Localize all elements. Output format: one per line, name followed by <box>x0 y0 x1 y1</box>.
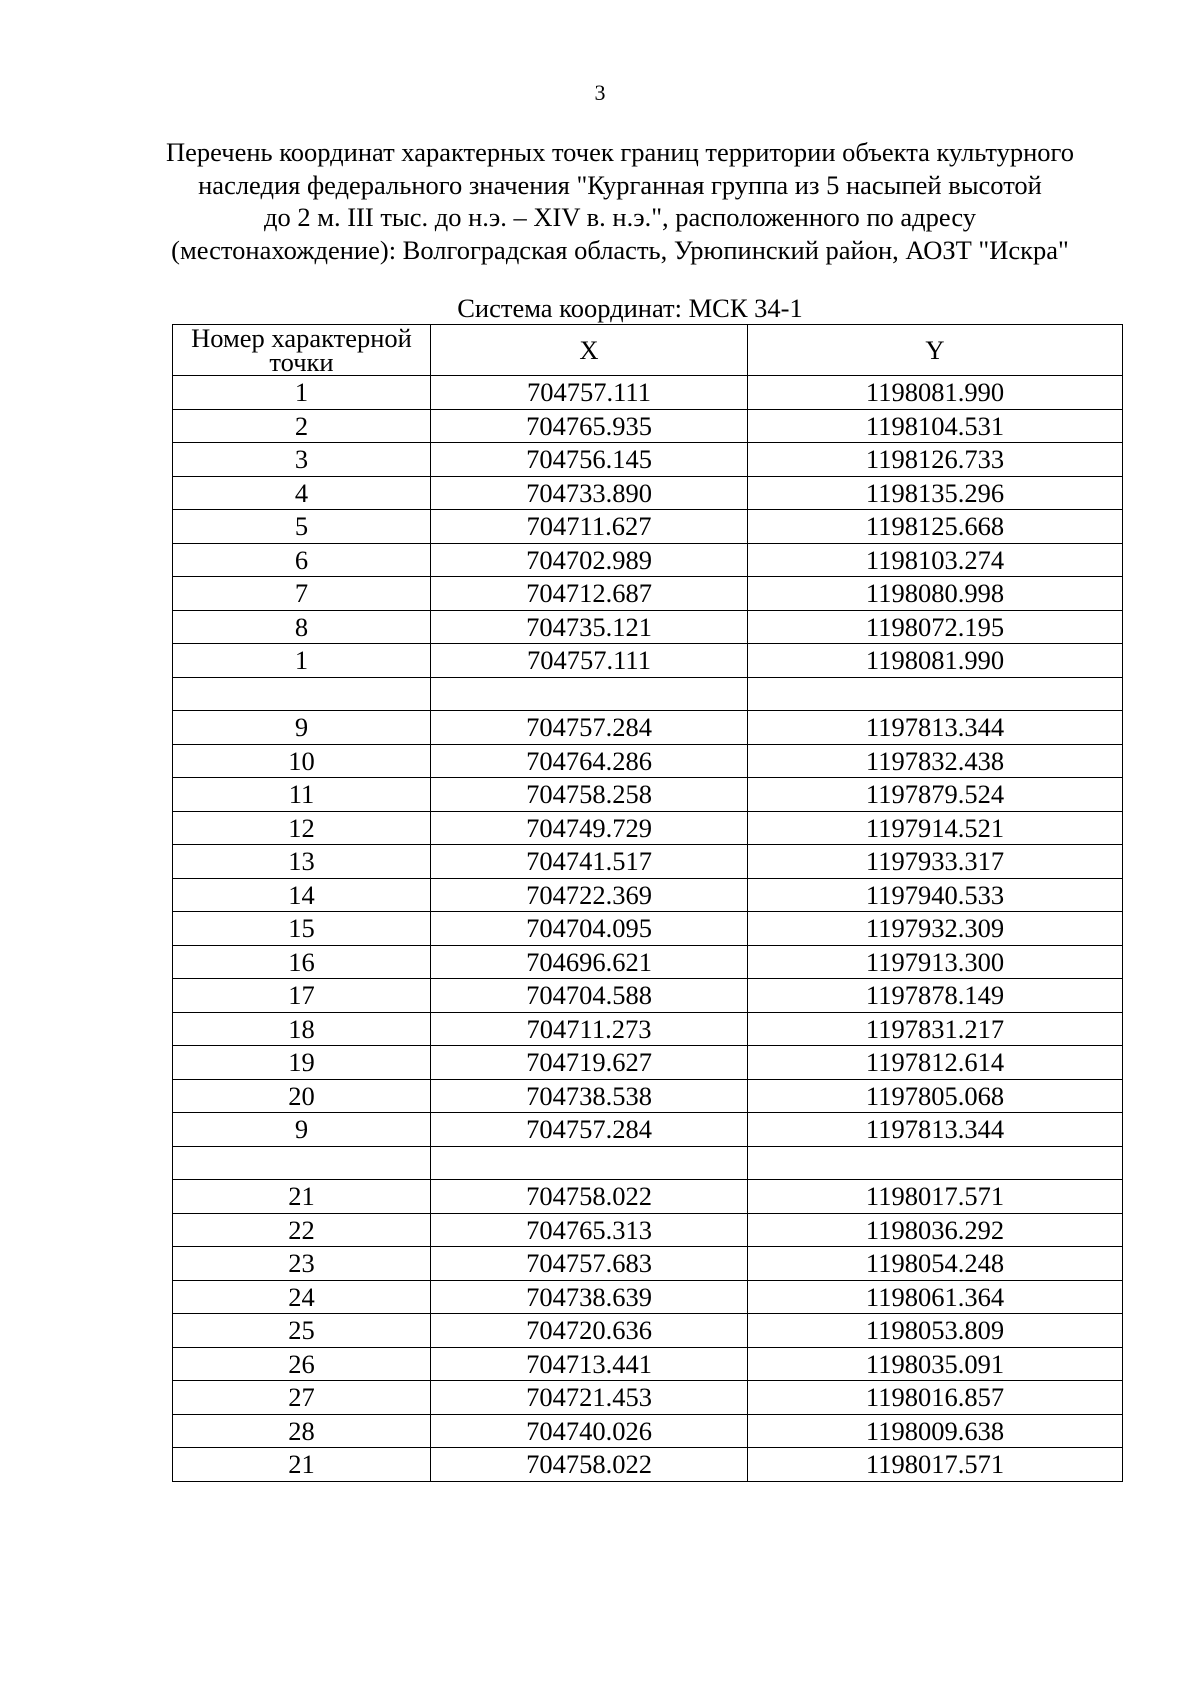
cell-y: 1197933.317 <box>748 845 1123 879</box>
cell-y: 1198061.364 <box>748 1280 1123 1314</box>
table-row <box>173 1280 1123 1314</box>
cell-point-number: 4 <box>173 476 431 510</box>
cell-point-number: 2 <box>173 409 431 443</box>
cell-y: 1198017.571 <box>748 1180 1123 1214</box>
cell-y: 1198053.809 <box>748 1314 1123 1348</box>
table-row <box>173 1046 1123 1080</box>
document-title <box>150 136 1090 266</box>
cell-y: 1197879.524 <box>748 778 1123 812</box>
table-row <box>173 409 1123 443</box>
cell-x: 704757.111 <box>431 376 748 410</box>
table-row <box>173 1381 1123 1415</box>
table-row <box>173 1448 1123 1482</box>
cell-y: 1198104.531 <box>748 409 1123 443</box>
cell-y: 1197805.068 <box>748 1079 1123 1113</box>
cell-x <box>431 1146 748 1180</box>
cell-point-number: 1 <box>173 644 431 678</box>
cell-point-number: 24 <box>173 1280 431 1314</box>
cell-y: 1198081.990 <box>748 376 1123 410</box>
cell-point-number: 13 <box>173 845 431 879</box>
cell-point-number: 6 <box>173 543 431 577</box>
table-row <box>173 711 1123 745</box>
table-row <box>173 510 1123 544</box>
table-header-row <box>173 325 1123 376</box>
cell-x: 704757.111 <box>431 644 748 678</box>
cell-y: 1198036.292 <box>748 1213 1123 1247</box>
cell-y: 1198009.638 <box>748 1414 1123 1448</box>
cell-x: 704712.687 <box>431 577 748 611</box>
table-row <box>173 1213 1123 1247</box>
cell-point-number: 26 <box>173 1347 431 1381</box>
cell-y: 1198072.195 <box>748 610 1123 644</box>
header-x: X <box>431 325 748 376</box>
cell-x: 704764.286 <box>431 744 748 778</box>
cell-y: 1197878.149 <box>748 979 1123 1013</box>
cell-x: 704758.258 <box>431 778 748 812</box>
cell-point-number: 22 <box>173 1213 431 1247</box>
cell-point-number: 17 <box>173 979 431 1013</box>
cell-x: 704719.627 <box>431 1046 748 1080</box>
cell-x: 704740.026 <box>431 1414 748 1448</box>
cell-x: 704696.621 <box>431 945 748 979</box>
cell-point-number: 25 <box>173 1314 431 1348</box>
title-line: Перечень координат характерных точек границ территории объекта культурного <box>166 137 1074 167</box>
cell-point-number: 21 <box>173 1180 431 1214</box>
cell-point-number: 5 <box>173 510 431 544</box>
cell-y <box>748 1146 1123 1180</box>
table-row <box>173 677 1123 711</box>
cell-point-number: 1 <box>173 376 431 410</box>
cell-y: 1198081.990 <box>748 644 1123 678</box>
cell-x: 704704.588 <box>431 979 748 1013</box>
cell-x: 704735.121 <box>431 610 748 644</box>
cell-point-number: 18 <box>173 1012 431 1046</box>
cell-point-number: 7 <box>173 577 431 611</box>
cell-y: 1198135.296 <box>748 476 1123 510</box>
cell-point-number: 8 <box>173 610 431 644</box>
cell-point-number: 9 <box>173 1113 431 1147</box>
cell-point-number: 21 <box>173 1448 431 1482</box>
cell-point-number: 11 <box>173 778 431 812</box>
cell-point-number: 15 <box>173 912 431 946</box>
table-row <box>173 778 1123 812</box>
cell-y: 1198035.091 <box>748 1347 1123 1381</box>
cell-x <box>431 677 748 711</box>
table-row <box>173 1146 1123 1180</box>
page-number: 3 <box>594 80 606 105</box>
table-row <box>173 476 1123 510</box>
cell-y: 1197813.344 <box>748 711 1123 745</box>
cell-point-number: 14 <box>173 878 431 912</box>
cell-y: 1198054.248 <box>748 1247 1123 1281</box>
table-row <box>173 945 1123 979</box>
table-row <box>173 1180 1123 1214</box>
cell-x: 704738.538 <box>431 1079 748 1113</box>
table-row <box>173 376 1123 410</box>
cell-point-number: 20 <box>173 1079 431 1113</box>
cell-x: 704749.729 <box>431 811 748 845</box>
table-row <box>173 1314 1123 1348</box>
cell-y: 1197914.521 <box>748 811 1123 845</box>
table-row <box>173 443 1123 477</box>
cell-point-number <box>173 1146 431 1180</box>
cell-point-number: 16 <box>173 945 431 979</box>
table-row <box>173 979 1123 1013</box>
cell-point-number: 12 <box>173 811 431 845</box>
cell-point-number: 23 <box>173 1247 431 1281</box>
header-point-number: Номер характерной точки <box>173 325 431 376</box>
table-row <box>173 644 1123 678</box>
table-row <box>173 1012 1123 1046</box>
cell-point-number: 9 <box>173 711 431 745</box>
cell-y: 1198126.733 <box>748 443 1123 477</box>
title-line: до 2 м. III тыс. до н.э. – XIV в. н.э.", расположенного по адресу <box>263 202 977 232</box>
cell-y: 1197831.217 <box>748 1012 1123 1046</box>
table-row <box>173 577 1123 611</box>
table-row <box>173 1113 1123 1147</box>
header-y: Y <box>748 325 1123 376</box>
cell-x: 704722.369 <box>431 878 748 912</box>
cell-x: 704758.022 <box>431 1448 748 1482</box>
table-row <box>173 1414 1123 1448</box>
cell-y: 1197812.614 <box>748 1046 1123 1080</box>
coordinates-table <box>172 324 1123 1482</box>
cell-x: 704713.441 <box>431 1347 748 1381</box>
cell-x: 704741.517 <box>431 845 748 879</box>
cell-point-number: 28 <box>173 1414 431 1448</box>
cell-y: 1198125.668 <box>748 510 1123 544</box>
table-row <box>173 811 1123 845</box>
table-row <box>173 1079 1123 1113</box>
table-row <box>173 744 1123 778</box>
cell-x: 704765.935 <box>431 409 748 443</box>
cell-point-number: 27 <box>173 1381 431 1415</box>
cell-y <box>748 677 1123 711</box>
cell-point-number: 3 <box>173 443 431 477</box>
cell-y: 1197940.533 <box>748 878 1123 912</box>
cell-point-number: 10 <box>173 744 431 778</box>
table-body <box>173 376 1123 1482</box>
cell-x: 704756.145 <box>431 443 748 477</box>
table-row <box>173 878 1123 912</box>
cell-y: 1197832.438 <box>748 744 1123 778</box>
cell-y: 1197813.344 <box>748 1113 1123 1147</box>
title-line: (местонахождение): Волгоградская область, Урюпинский район, АОЗТ "Искра" <box>171 234 1069 265</box>
cell-x: 704733.890 <box>431 476 748 510</box>
cell-point-number: 19 <box>173 1046 431 1080</box>
cell-x: 704711.273 <box>431 1012 748 1046</box>
cell-x: 704721.453 <box>431 1381 748 1415</box>
cell-x: 704758.022 <box>431 1180 748 1214</box>
cell-x: 704720.636 <box>431 1314 748 1348</box>
cell-x: 704704.095 <box>431 912 748 946</box>
coordinate-system-caption: Система координат: МСК 34-1 <box>457 293 803 323</box>
title-line: наследия федерального значения "Курганная группа из 5 насыпей высотой <box>198 169 1042 200</box>
cell-x: 704738.639 <box>431 1280 748 1314</box>
cell-x: 704757.683 <box>431 1247 748 1281</box>
cell-y: 1197932.309 <box>748 912 1123 946</box>
cell-point-number <box>173 677 431 711</box>
cell-x: 704702.989 <box>431 543 748 577</box>
cell-y: 1198080.998 <box>748 577 1123 611</box>
cell-y: 1197913.300 <box>748 945 1123 979</box>
table-row <box>173 845 1123 879</box>
table-row <box>173 1247 1123 1281</box>
table-row <box>173 1347 1123 1381</box>
table-row <box>173 610 1123 644</box>
cell-y: 1198103.274 <box>748 543 1123 577</box>
table-row <box>173 912 1123 946</box>
cell-x: 704711.627 <box>431 510 748 544</box>
cell-x: 704765.313 <box>431 1213 748 1247</box>
cell-x: 704757.284 <box>431 1113 748 1147</box>
cell-y: 1198016.857 <box>748 1381 1123 1415</box>
cell-y: 1198017.571 <box>748 1448 1123 1482</box>
cell-x: 704757.284 <box>431 711 748 745</box>
table-row <box>173 543 1123 577</box>
